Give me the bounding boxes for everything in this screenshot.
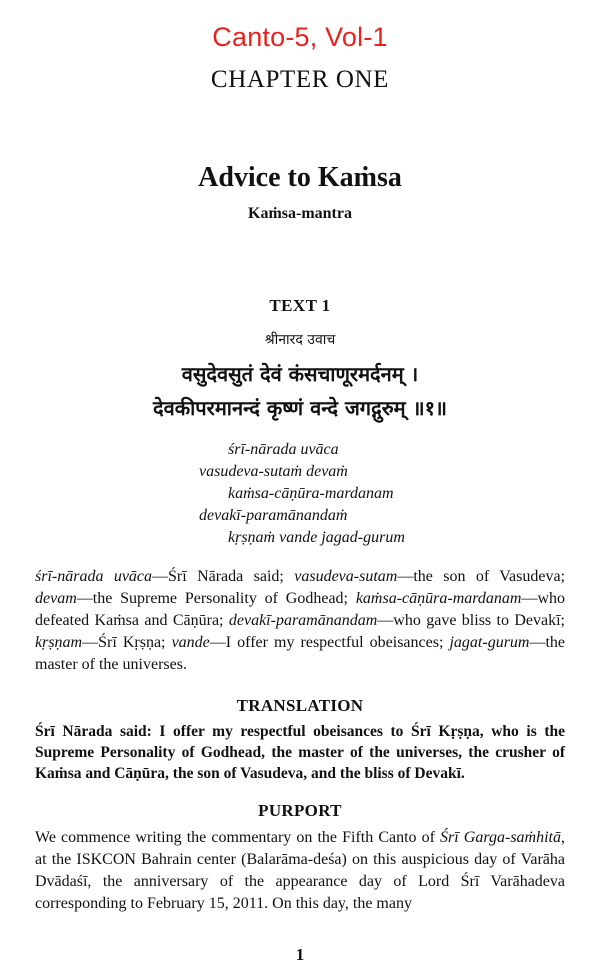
transliteration-line-4: devakī-paramānandaṁ: [199, 507, 348, 524]
synonym-meaning: —the master of the universes.: [35, 634, 566, 673]
synonym-meaning: —who defeated Kaṁsa and Cāṇūra;: [35, 590, 565, 629]
synonym-term: śrī-nārada uvāca: [35, 568, 153, 585]
word-for-word-synonyms: [35, 566, 565, 676]
synonym-meaning: —I offer my respectful obeisances;: [209, 634, 450, 651]
verse-devanagari-line-1: वसुदेवसुतं देवं कंसचाणूरमर्दनम् ।: [181, 362, 419, 386]
synonym-term: jagat-gurum: [449, 634, 530, 651]
chapter-title: Advice to Kaṁsa: [198, 162, 402, 193]
purport-text-continued: , at the ISKCON Bahrain center (Balarāma-deśa) on this auspicious day of Varāha Dvādaśī, the anniversary of the appearance day of Lord Śrī Varāhadeva corresponding to February 15, 2011. On this day, the many: [35, 829, 565, 912]
synonym-term: devakī-paramānandam: [228, 612, 378, 629]
chapter-subtitle: Kaṁsa-mantra: [248, 205, 352, 222]
synonym-meaning: —Śrī Kṛṣṇa;: [82, 634, 172, 651]
transliteration-line-2: vasudeva-sutaṁ devaṁ: [199, 463, 348, 480]
synonym-term: kaṁsa-cāṇūra-mardanam: [355, 590, 522, 607]
synonym-term: devam: [35, 590, 77, 607]
synonym-term: kṛṣṇam: [35, 634, 83, 651]
synonym-meaning: —who gave bliss to Devakī;: [377, 612, 565, 629]
translation-text: Śrī Nārada said: I offer my respectful obeisances to Śrī Kṛṣṇa, who is the Supreme Personality of Godhead, the master of the universes, the crusher of Kaṁsa and Cāṇūra, the son of Vasudeva, and the bliss of Devakī.: [35, 723, 565, 782]
synonym-term: vasudeva-sutam: [294, 568, 398, 585]
purport-heading: PURPORT: [258, 801, 342, 820]
synonym-meaning: —Śrī Nārada said;: [152, 568, 295, 585]
verse-heading: TEXT 1: [269, 296, 331, 315]
chapter-number: CHAPTER ONE: [210, 66, 390, 93]
verse-speaker-devanagari: श्रीनारद उवाच: [264, 332, 336, 348]
purport-text: [35, 827, 565, 915]
transliteration-line-3: kaṁsa-cāṇūra-mardanam: [228, 485, 394, 502]
synonym-term: vande: [171, 634, 210, 651]
canto-label: Canto-5, Vol-1: [212, 22, 388, 52]
purport-text-start: We commence writing the commentary on the Fifth Canto of: [35, 829, 441, 846]
transliteration-line-5: kṛṣṇaṁ vande jagad-gurum: [228, 529, 405, 546]
verse-devanagari-line-2: देवकीपरमानन्दं कृष्णं वन्दे जगद्गुरुम् ॥१॥: [153, 396, 447, 420]
synonym-meaning: —the Supreme Personality of Godhead;: [76, 590, 356, 607]
page-number: 1: [295, 945, 305, 964]
synonym-meaning: —the son of Vasudeva;: [397, 568, 566, 585]
purport-book-title: Śrī Garga-saṁhitā: [440, 829, 561, 846]
translation-heading: TRANSLATION: [236, 696, 364, 715]
transliteration-line-1: śrī-nārada uvāca: [228, 441, 339, 458]
